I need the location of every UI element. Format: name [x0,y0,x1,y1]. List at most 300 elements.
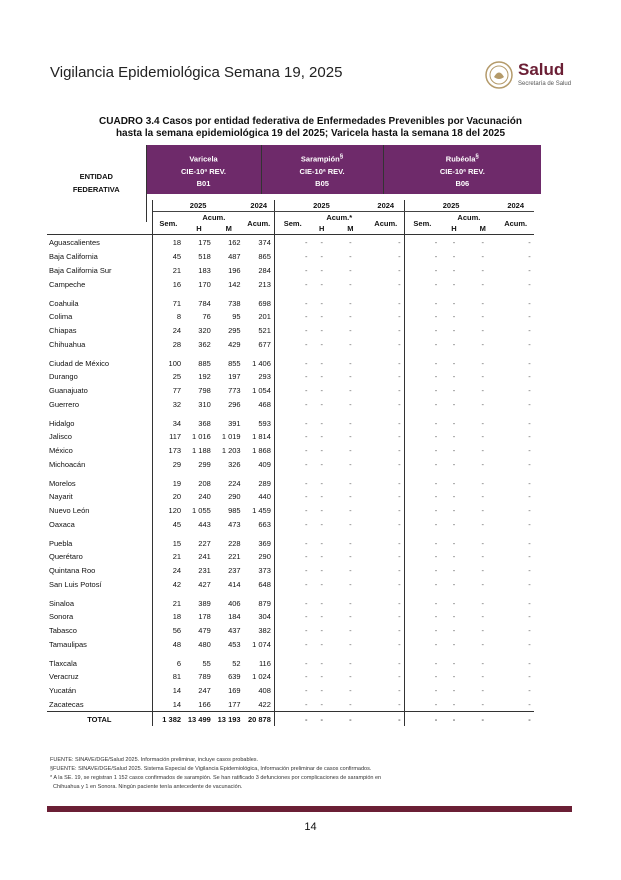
sarampion-acum-2024-value: - [368,591,404,609]
varicela-acum-2024-value: 1 406 [244,351,275,369]
rubeola-acum-2024-value: - [528,685,531,695]
table-row [47,337,572,351]
varicela-acum-h-value: 170 [198,279,211,289]
rubeola-acum-2024-value: - [528,279,531,289]
sarampion-acum-h-value: - [320,491,323,501]
sarampion-acum-h-value: - [320,539,323,548]
footnote-measles-note-cont: Chihuahua y 1 en Sonora. Ningún paciente tenía antecedente de vacunación. [53,784,243,790]
sarampion-acum-h-value: - [320,237,323,247]
table-row [47,429,572,443]
state-name: Oaxaca [47,517,152,531]
sarampion-acum-2024-header: Acum. [368,212,404,235]
varicela-acum-m-value: 473 [228,519,241,529]
sarampion-acum-2024-value: - [368,489,404,503]
rubeola-acum-h-value: - [452,419,456,428]
logo-subtitle: Secretaría de Salud [518,81,572,87]
logo-wordmark: Salud [518,60,565,79]
state-name: Campeche [47,277,152,291]
sarampion-acum-h-value: - [320,299,323,308]
varicela-acum-2024-value: 213 [244,277,275,291]
rubeola-sem-value: - [404,443,440,457]
rubeola-sem-value: - [404,383,440,397]
varicela-sem-value: 42 [172,579,182,589]
sarampion-group-code: B05 [261,178,383,194]
rubeola-acum-h-value: - [452,579,456,589]
rubeola-sem-value: - [404,683,440,697]
sarampion-sem-value: - [305,599,308,608]
state-name: Nayarit [47,489,152,503]
rubeola-acum-m-value: - [481,685,484,695]
rubeola-acum-h-value: - [452,639,456,649]
total-row [47,712,572,727]
rubeola-acum-h-value: - [452,611,456,621]
varicela-sem-value: 21 [172,265,182,275]
salud-logo [484,58,584,94]
sarampion-sem-value: - [305,299,308,308]
rubeola-acum-h-value: - [452,237,456,247]
state-name: Zacatecas [47,697,152,712]
rubeola-acum-h-value: - [452,311,456,321]
table-row [47,489,572,503]
varicela-acum-m-value: 184 [228,611,241,621]
sarampion-acum-h-value: - [320,699,323,709]
rubeola-acum-2024-value: - [528,339,531,349]
sarampion-sem-value: - [305,671,308,681]
varicela-acum-2024-value: 1 868 [244,443,275,457]
sarampion-acum-2024-value: - [368,309,404,323]
sarampion-acum-header: Acum.* [326,213,353,222]
rubeola-sem-value: - [404,397,440,411]
sarampion-sem-value: - [305,399,308,409]
rubeola-sem-value: - [404,337,440,351]
varicela-sem-value: 15 [172,539,182,548]
varicela-sem-value: 18 [172,237,182,247]
rubeola-acum-2024-value: - [528,325,531,335]
varicela-acum-2024-value: 116 [244,651,275,669]
table-row [47,291,572,309]
rubeola-acum-m-value: - [481,479,484,488]
varicela-acum-2024-value: 663 [244,517,275,531]
sarampion-acum-m-value: - [349,599,352,608]
sarampion-m-header: M [333,223,368,235]
rubeola-sem-value: - [404,669,440,683]
rubeola-acum-2024-value: - [528,311,531,321]
varicela-sem-header: Sem. [152,212,184,235]
table-row [47,531,572,549]
footnotes [50,756,381,792]
varicela-acum-m-value: 414 [228,579,241,589]
state-name: Michoacán [47,457,152,471]
varicela-acum-m-value: 142 [228,279,241,289]
varicela-acum-m-value: 855 [228,359,241,368]
varicela-acum-2024-value: 382 [244,623,275,637]
varicela-sem-value: 18 [172,611,182,621]
varicela-acum-m-value: 290 [228,491,241,501]
sarampion-h-header: H [311,223,333,235]
rubeola-sem-value: - [404,651,440,669]
sarampion-sem-value: - [305,519,308,529]
rubeola-sem-value: - [404,697,440,712]
table-row [47,351,572,369]
varicela-sem-value: 14 [172,685,182,695]
table-caption-line2: hasta la semana epidemiológica 19 del 2025; Varicela hasta la semana 18 del 2025 [115,128,506,139]
varicela-sem-value: 120 [168,505,182,515]
table-row [47,309,572,323]
varicela-sem-value: 45 [172,519,182,529]
sarampion-acum-2024-value: - [368,651,404,669]
varicela-acum-h-value: 789 [198,671,211,681]
sarampion-acum-h-value: - [320,685,323,695]
sarampion-acum-m-value: - [349,299,352,308]
rubeola-acum-h-value: - [452,459,456,469]
state-name: Chihuahua [47,337,152,351]
rubeola-acum-m-value: - [481,265,484,275]
varicela-sem-value: 117 [169,431,182,441]
rubeola-acum-m-value: - [468,712,498,727]
state-name: Guanajuato [47,383,152,397]
sarampion-acum-m-value: - [349,279,352,289]
sarampion-acum-m-value: - [333,712,368,727]
sarampion-acum-m-value: - [349,339,352,349]
table-row [47,697,572,712]
rubeola-acum-h-value: - [452,339,456,349]
sarampion-acum-m-value: - [349,419,352,428]
rubeola-acum-m-value: - [481,325,484,335]
varicela-acum-2024-value: 1 024 [244,669,275,683]
state-name: Colima [47,309,152,323]
table-row [47,369,572,383]
state-name: Guerrero [47,397,152,411]
state-name: Jalisco [47,429,152,443]
varicela-acum-2024-value: 290 [244,549,275,563]
varicela-acum-h-value: 1 188 [192,445,211,455]
state-name: Baja California [47,249,152,263]
sarampion-acum-2024-value: - [368,277,404,291]
varicela-acum-h-value: 1 016 [192,431,211,441]
sarampion-acum-h-value: - [320,265,323,275]
varicela-sem-value: 45 [172,251,182,261]
rubeola-acum-m-value: - [481,279,484,289]
rubeola-acum-h-value: - [452,251,456,261]
rubeola-acum-m-value: - [481,371,484,381]
varicela-sem-value: 48 [172,639,182,649]
table-row [47,591,572,609]
rubeola-acum-h-value: - [440,712,468,727]
rubeola-acum-h-value: - [452,505,456,515]
sarampion-acum-h-value: - [320,579,323,589]
rubeola-acum-2024-value: - [528,445,531,455]
sarampion-acum-h-value: - [320,459,323,469]
rubeola-acum-h-value: - [452,699,456,709]
sarampion-acum-2024-value: - [368,337,404,351]
varicela-sem-value: 173 [168,445,182,455]
rubeola-acum-m-value: - [481,237,484,247]
state-name: Durango [47,369,152,383]
sarampion-acum-2024-value: - [368,429,404,443]
sarampion-acum-2024-value: - [368,291,404,309]
sarampion-sem-value: - [305,311,308,321]
rubeola-acum-2024-value: - [528,419,531,428]
varicela-acum-h-value: 55 [202,659,211,668]
rubeola-acum-m-value: - [481,491,484,501]
varicela-acum-2024-value: 373 [244,563,275,577]
sarampion-acum-2024-value: - [368,369,404,383]
varicela-acum-m-value: 52 [232,659,241,668]
rubeola-acum-h-value: - [452,265,456,275]
rubeola-sem-value: - [404,712,440,727]
sarampion-sem-value: - [305,237,308,247]
varicela-sem-value: 19 [172,479,182,488]
rubeola-acum-m-value: - [481,599,484,608]
rubeola-acum-2024-value: - [528,539,531,548]
rubeola-acum-m-value: - [481,359,484,368]
entidad-header-line1: ENTIDAD [79,172,113,182]
sarampion-acum-h-value: - [320,551,323,561]
varicela-acum-m-value: 985 [228,505,241,515]
rubeola-acum-m-value: - [481,251,484,261]
sarampion-acum-m-value: - [349,237,352,247]
varicela-acum-2024-value: 289 [244,471,275,489]
rubeola-acum-h-value: - [452,565,456,575]
rubeola-acum-2024-value: - [528,671,531,681]
table-row [47,623,572,637]
rubeola-acum-m-value: - [481,699,484,709]
varicela-acum-2024-header: Acum. [244,212,275,235]
sarampion-sem-value: - [305,445,308,455]
rubeola-acum-m-value: - [481,339,484,349]
varicela-acum-m-value: 639 [228,671,241,681]
sarampion-acum-2024-value: - [368,517,404,531]
varicela-acum-h-value: 166 [198,699,211,709]
sarampion-acum-h-value: - [320,519,323,529]
rubeola-acum-h-value: - [452,685,456,695]
table-row [47,517,572,531]
sarampion-sem-value: - [305,265,308,275]
sarampion-acum-2024-value: - [368,263,404,277]
table-row [47,669,572,683]
rubeola-sem-value: - [404,457,440,471]
varicela-sem-value: 77 [172,385,182,395]
sarampion-acum-2024-value: - [368,503,404,517]
sarampion-acum-h-value: - [320,599,323,608]
rubeola-acum-2024-value: - [528,599,531,608]
varicela-sem-value: 21 [172,599,182,608]
sarampion-acum-2024-value: - [368,697,404,712]
rubeola-acum-m-value: - [481,611,484,621]
rubeola-acum-2024-value: - [528,399,531,409]
state-name: Hidalgo [47,411,152,429]
varicela-acum-2024-value: 293 [244,369,275,383]
varicela-acum-m-value: 295 [228,325,241,335]
varicela-sem-value: 1 382 [152,712,184,727]
sarampion-acum-2024-value: - [368,623,404,637]
sarampion-acum-m-value: - [349,325,352,335]
sarampion-sem-value: - [305,579,308,589]
sarampion-acum-h-value: - [320,671,323,681]
varicela-acum-2024-value: 521 [244,323,275,337]
state-name: Tabasco [47,623,152,637]
varicela-acum-m-value: 224 [228,479,241,488]
footer-bar [47,806,572,812]
rubeola-acum-h-value: - [452,359,456,368]
rubeola-acum-2024-value: - [528,611,531,621]
varicela-acum-h-value: 178 [198,611,211,621]
sarampion-acum-m-value: - [349,311,352,321]
varicela-sem-value: 71 [172,299,182,308]
state-name: Ciudad de México [47,351,152,369]
rubeola-acum-m-value: - [481,565,484,575]
sarampion-acum-2024-value: - [368,609,404,623]
varicela-acum-header: Acum. [202,213,226,222]
footnote-measles-note: * A la SE. 19, se registran 1 152 casos confirmados de sarampión. Se han ratificado 3 defunciones por complicaciones de sarampión en [50,775,382,781]
state-name: Coahuila [47,291,152,309]
rubeola-sem-value: - [404,637,440,651]
sarampion-acum-m-value: - [349,431,352,441]
table-caption-line1: CUADRO 3.4 Casos por entidad federativa de Enfermedades Prevenibles por Vacunación [99,116,522,127]
rubeola-acum-m-value: - [481,419,484,428]
sarampion-acum-h-value: - [320,479,323,488]
sarampion-year-2025: 2025 [274,200,368,212]
sarampion-acum-m-value: - [349,399,352,409]
varicela-acum-m-value: 326 [228,459,241,469]
sarampion-sem-value: - [305,611,308,621]
state-name: Veracruz [47,669,152,683]
varicela-acum-m-value: 437 [228,625,241,635]
varicela-group-name: Varicela [146,145,261,166]
table-row [47,443,572,457]
varicela-acum-h-value: 13 499 [184,712,214,727]
rubeola-sem-value: - [404,609,440,623]
state-name: Baja California Sur [47,263,152,277]
footnote-special-source: §FUENTE: SINAVE/DGE/Salud 2025. Sistema Especial de Vigilancia Epidemiológica, Información preliminar de casos confirmados. [50,766,372,772]
varicela-acum-h-value: 241 [198,551,211,561]
varicela-acum-h-value: 231 [198,565,211,575]
varicela-acum-h-value: 247 [198,685,211,695]
varicela-acum-m-value: 95 [232,311,241,321]
rubeola-sem-value: - [404,235,440,250]
sarampion-acum-m-value: - [349,371,352,381]
sarampion-acum-h-value: - [320,311,323,321]
table-row [47,563,572,577]
varicela-acum-m-value: 391 [228,419,241,428]
sarampion-acum-m-value: - [349,611,352,621]
state-name: Sonora [47,609,152,623]
sarampion-acum-m-value: - [349,565,352,575]
sarampion-acum-2024-value: - [368,637,404,651]
rubeola-acum-m-value: - [481,625,484,635]
sarampion-acum-h-value: - [320,431,323,441]
table-row [47,323,572,337]
rubeola-acum-h-value: - [452,371,456,381]
varicela-sem-value: 28 [172,339,182,349]
sarampion-sem-value: - [305,431,308,441]
sarampion-group-name: Sarampión§ [261,145,383,166]
varicela-group-rev: CIE-10ª REV. [146,166,261,178]
varicela-acum-2024-value: 304 [244,609,275,623]
sarampion-acum-m-value: - [349,251,352,261]
sarampion-acum-m-value: - [349,551,352,561]
sarampion-acum-h-value: - [320,565,323,575]
rubeola-acum-h-value: - [452,659,456,668]
rubeola-group-name: Rubéola§ [383,145,541,166]
varicela-sem-value: 8 [176,311,182,321]
state-name: Yucatán [47,683,152,697]
rubeola-acum-2024-value: - [498,712,534,727]
varicela-acum-h-value: 183 [198,265,211,275]
rubeola-acum-2024-value: - [528,699,531,709]
rubeola-acum-2024-value: - [528,519,531,529]
varicela-acum-2024-value: 879 [244,591,275,609]
sarampion-acum-h-value: - [320,325,323,335]
varicela-sem-value: 6 [176,659,182,668]
varicela-acum-h-value: 192 [198,371,211,381]
sarampion-acum-2024-value: - [368,397,404,411]
sarampion-sem-value: - [305,279,308,289]
varicela-acum-h-value: 227 [198,539,211,548]
sarampion-acum-2024-value: - [368,411,404,429]
varicela-sem-value: 32 [172,399,182,409]
rubeola-sem-value: - [404,429,440,443]
rubeola-acum-h-value: - [452,445,456,455]
rubeola-acum-2024-value: - [528,359,531,368]
sarampion-acum-2024-value: - [368,531,404,549]
rubeola-acum-2024-value: - [528,459,531,469]
varicela-m-header: M [214,223,244,235]
rubeola-acum-m-value: - [481,299,484,308]
rubeola-acum-2024-value: - [528,659,531,668]
sarampion-sem-value: - [305,625,308,635]
rubeola-acum-m-value: - [481,399,484,409]
sarampion-acum-m-value: - [349,265,352,275]
table-row [47,577,572,591]
rubeola-year-2024: 2024 [498,200,534,212]
varicela-sem-value: 14 [172,699,182,709]
sarampion-acum-m-value: - [349,459,352,469]
rubeola-sem-value: - [404,471,440,489]
state-name: Puebla [47,531,152,549]
sarampion-sem-value: - [305,371,308,381]
rubeola-sem-value: - [404,503,440,517]
sarampion-acum-h-value: - [311,712,333,727]
rubeola-sem-header: Sem. [404,212,440,235]
rubeola-sem-value: - [404,249,440,263]
varicela-acum-2024-value: 284 [244,263,275,277]
varicela-sem-value: 34 [172,419,182,428]
sarampion-acum-2024-value: - [368,563,404,577]
rubeola-acum-m-value: - [481,505,484,515]
varicela-sem-value: 81 [172,671,182,681]
table-row [47,471,572,489]
rubeola-acum-2024-value: - [528,237,531,247]
varicela-acum-m-value: 453 [228,639,241,649]
rubeola-acum-h-value: - [452,279,456,289]
rubeola-acum-m-value: - [481,539,484,548]
table-row [47,383,572,397]
varicela-acum-m-value: 738 [228,299,241,308]
rubeola-acum-2024-value: - [528,551,531,561]
sarampion-sem-value: - [305,479,308,488]
rubeola-m-header: M [468,223,498,235]
sarampion-acum-m-value: - [349,519,352,529]
rubeola-acum-m-value: - [481,659,484,668]
sarampion-acum-h-value: - [320,505,323,515]
varicela-acum-h-value: 299 [198,459,211,469]
sarampion-sem-value: - [305,325,308,335]
sarampion-sem-value: - [305,659,308,668]
varicela-acum-h-value: 208 [198,479,211,488]
sarampion-acum-h-value: - [320,359,323,368]
varicela-acum-m-value: 1 019 [221,431,241,441]
